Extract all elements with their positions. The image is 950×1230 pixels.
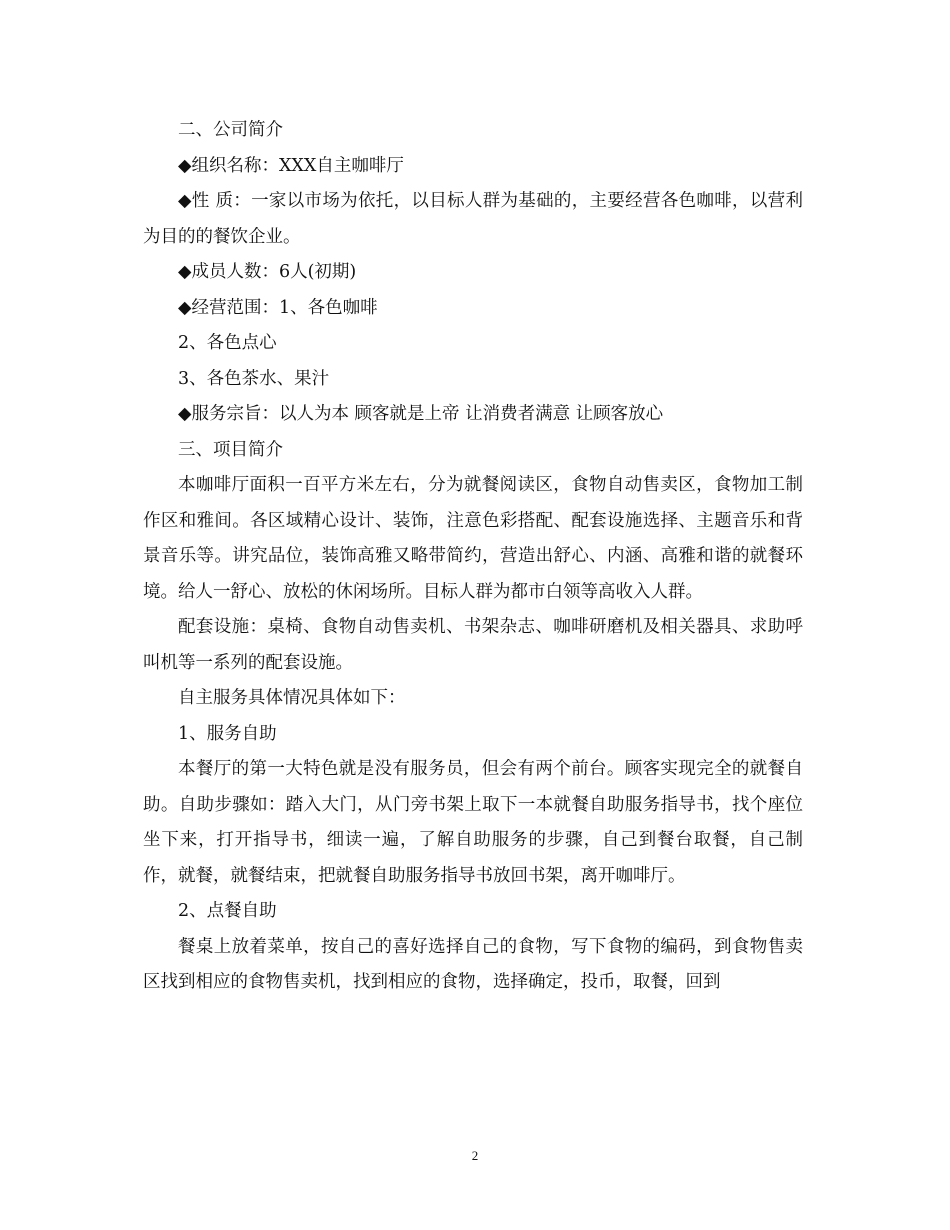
subheading-ordering-self-help: 2、点餐自助: [178, 901, 277, 921]
org-name-item: ◆组织名称：XXX自主咖啡厅: [178, 155, 404, 176]
project-description-paragraph: 本咖啡厅面积一百平方米左右，分为就餐阅读区，食物自动售卖区，食物加工制作区和雅间。各区域精心设计、装饰，注意色彩搭配、配套设施选择、主题音乐和背景音乐等。讲究品位，装饰高雅又略带简约，营造出舒心、内涵、高雅和谐的就餐环境。给人一舒心、放松的休闲场所。目标人群为都市白领等高收入人群。: [143, 475, 803, 602]
nature-item: ◆性 质：一家以市场为依托，以目标人群为基础的，主要经营各色咖啡，以营利为目的的餐饮企业。: [143, 191, 803, 247]
subheading-service-self-help: 1、服务自助: [178, 723, 277, 744]
ordering-self-help-paragraph: 餐桌上放着菜单，按自己的喜好选择自己的食物，写下食物的编码，到食物售卖区找到相应的食物售卖机，找到相应的食物，选择确定，投币，取餐，回到: [143, 936, 803, 992]
facilities-paragraph: 配套设施：桌椅、食物自动售卖机、书架杂志、咖啡研磨机及相关器具、求助呼叫机等一系列的配套设施。: [143, 617, 803, 673]
document-body: [143, 113, 803, 1001]
service-tenet-item: ◆服务宗旨：以人为本 顾客就是上帝 让消费者满意 让顾客放心: [178, 404, 664, 424]
page-number: 2: [471, 1148, 479, 1163]
member-count-item: ◆成员人数：6人(初期): [178, 262, 357, 282]
business-scope-subitem: 2、各色点心: [178, 333, 277, 353]
self-service-intro-paragraph: 自主服务具体情况具体如下：: [178, 688, 406, 708]
section-heading-project-intro: 三、项目简介: [178, 439, 283, 460]
section-heading-company-intro: 二、公司简介: [178, 120, 283, 140]
service-self-help-paragraph: 本餐厅的第一大特色就是没有服务员，但会有两个前台。顾客实现完全的就餐自助。自助步骤如：踏入大门，从门旁书架上取下一本就餐自助服务指导书，找个座位坐下来，打开指导书，细读一遍，了解自助服务的步骤，自己到餐台取餐，自己制作，就餐，就餐结束，把就餐自助服务指导书放回书架，离开咖啡厅。: [143, 759, 803, 886]
business-scope-item: ◆经营范围：1、各色咖啡: [178, 297, 378, 318]
business-scope-subitem: 3、各色茶水、果汁: [178, 368, 330, 389]
